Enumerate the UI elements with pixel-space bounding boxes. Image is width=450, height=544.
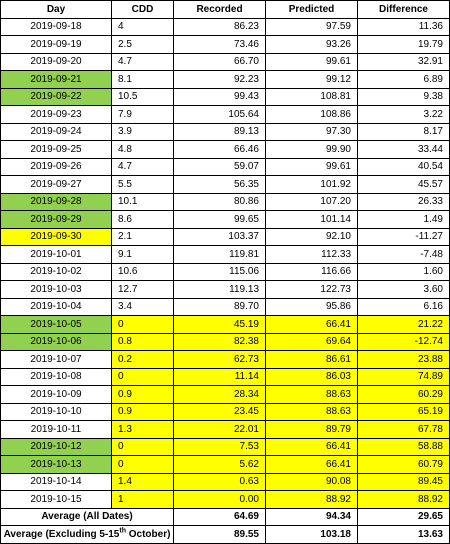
table-row xyxy=(1,403,450,421)
average-excluding-label-sup: th xyxy=(119,527,126,535)
average-row-excluding xyxy=(1,526,450,544)
cell-cdd: 1.4 xyxy=(112,473,174,491)
table-row xyxy=(1,281,450,299)
cell-cdd: 7.9 xyxy=(112,106,174,124)
table-row xyxy=(1,263,450,281)
cell-predicted: 116.66 xyxy=(266,263,358,281)
cell-predicted: 99.61 xyxy=(266,53,358,71)
cell-cdd: 0 xyxy=(112,456,174,474)
table-header xyxy=(1,1,450,19)
cell-predicted: 88.92 xyxy=(266,491,358,509)
cell-day: 2019-09-26 xyxy=(1,158,112,176)
table-row xyxy=(1,246,450,264)
cell-predicted: 89.79 xyxy=(266,421,358,439)
cell-day: 2019-09-20 xyxy=(1,53,112,71)
cell-cdd: 3.9 xyxy=(112,123,174,141)
cell-recorded: 103.37 xyxy=(174,228,266,246)
cell-day: 2019-10-05 xyxy=(1,316,112,334)
cell-day: 2019-10-14 xyxy=(1,473,112,491)
average-row-all xyxy=(1,508,450,526)
cell-cdd: 2.1 xyxy=(112,228,174,246)
cell-predicted: 101.14 xyxy=(266,211,358,229)
cell-day: 2019-09-25 xyxy=(1,141,112,159)
cell-cdd: 0.9 xyxy=(112,403,174,421)
table-row xyxy=(1,333,450,351)
cell-cdd: 10.1 xyxy=(112,193,174,211)
table-row xyxy=(1,71,450,89)
table-row xyxy=(1,106,450,124)
cell-day: 2019-09-23 xyxy=(1,106,112,124)
cell-recorded: 99.43 xyxy=(174,88,266,106)
cell-difference: 58.88 xyxy=(358,438,450,456)
cell-difference: 65.19 xyxy=(358,403,450,421)
cell-cdd: 10.5 xyxy=(112,88,174,106)
average-all-predicted: 94.34 xyxy=(266,508,358,526)
cell-recorded: 99.65 xyxy=(174,211,266,229)
table-row xyxy=(1,438,450,456)
cell-cdd: 12.7 xyxy=(112,281,174,299)
cell-recorded: 82.38 xyxy=(174,333,266,351)
table-body xyxy=(1,18,450,508)
cell-cdd: 0 xyxy=(112,438,174,456)
cell-recorded: 56.35 xyxy=(174,176,266,194)
cell-predicted: 108.86 xyxy=(266,106,358,124)
table-row xyxy=(1,141,450,159)
cell-day: 2019-10-10 xyxy=(1,403,112,421)
cell-day: 2019-09-22 xyxy=(1,88,112,106)
cell-difference: 9.38 xyxy=(358,88,450,106)
cell-recorded: 11.14 xyxy=(174,368,266,386)
cell-difference: 40.54 xyxy=(358,158,450,176)
cell-predicted: 99.61 xyxy=(266,158,358,176)
average-excluding-label-suffix: October) xyxy=(125,528,171,540)
cell-difference: 21.22 xyxy=(358,316,450,334)
cell-predicted: 88.63 xyxy=(266,403,358,421)
cell-cdd: 3.4 xyxy=(112,298,174,316)
cell-cdd: 0.8 xyxy=(112,333,174,351)
average-all-recorded: 64.69 xyxy=(174,508,266,526)
cell-recorded: 73.46 xyxy=(174,36,266,54)
cell-predicted: 90.08 xyxy=(266,473,358,491)
cell-difference: 26.33 xyxy=(358,193,450,211)
cell-difference: 11.36 xyxy=(358,18,450,36)
cell-recorded: 119.81 xyxy=(174,246,266,264)
table-row xyxy=(1,473,450,491)
cell-day: 2019-10-03 xyxy=(1,281,112,299)
cell-predicted: 99.12 xyxy=(266,71,358,89)
header-cdd: CDD xyxy=(112,1,174,19)
cell-difference: 32.91 xyxy=(358,53,450,71)
cell-difference: 1.60 xyxy=(358,263,450,281)
table-row xyxy=(1,158,450,176)
cell-difference: 1.49 xyxy=(358,211,450,229)
cell-cdd: 10.6 xyxy=(112,263,174,281)
cell-cdd: 1 xyxy=(112,491,174,509)
cell-difference: 60.79 xyxy=(358,456,450,474)
cell-difference: 23.88 xyxy=(358,351,450,369)
cell-recorded: 92.23 xyxy=(174,71,266,89)
cell-cdd: 1.3 xyxy=(112,421,174,439)
cell-recorded: 62.73 xyxy=(174,351,266,369)
cell-difference: 6.16 xyxy=(358,298,450,316)
cell-day: 2019-09-19 xyxy=(1,36,112,54)
table-row xyxy=(1,88,450,106)
table-row xyxy=(1,351,450,369)
cell-day: 2019-09-21 xyxy=(1,71,112,89)
header-recorded: Recorded xyxy=(174,1,266,19)
cell-difference: -11.27 xyxy=(358,228,450,246)
cell-difference: 60.29 xyxy=(358,386,450,404)
cell-difference: 33.44 xyxy=(358,141,450,159)
cell-difference: 8.17 xyxy=(358,123,450,141)
average-excluding-predicted: 103.18 xyxy=(266,526,358,544)
cell-cdd: 8.1 xyxy=(112,71,174,89)
cell-cdd: 0.2 xyxy=(112,351,174,369)
table-row xyxy=(1,421,450,439)
cell-day: 2019-10-01 xyxy=(1,246,112,264)
cell-predicted: 86.03 xyxy=(266,368,358,386)
cell-day: 2019-10-07 xyxy=(1,351,112,369)
cell-recorded: 105.64 xyxy=(174,106,266,124)
cell-day: 2019-10-06 xyxy=(1,333,112,351)
cell-difference: 74.89 xyxy=(358,368,450,386)
cell-day: 2019-10-11 xyxy=(1,421,112,439)
cell-day: 2019-09-24 xyxy=(1,123,112,141)
cell-predicted: 66.41 xyxy=(266,456,358,474)
table-row xyxy=(1,456,450,474)
cell-predicted: 93.26 xyxy=(266,36,358,54)
average-excluding-label-prefix: Average (Excluding 5-15 xyxy=(3,528,120,540)
cell-recorded: 89.70 xyxy=(174,298,266,316)
cell-difference: 45.57 xyxy=(358,176,450,194)
cell-difference: 88.92 xyxy=(358,491,450,509)
average-all-label: Average (All Dates) xyxy=(1,508,174,526)
table-row xyxy=(1,368,450,386)
table-row xyxy=(1,386,450,404)
cell-recorded: 23.45 xyxy=(174,403,266,421)
cell-day: 2019-09-28 xyxy=(1,193,112,211)
cell-predicted: 112.33 xyxy=(266,246,358,264)
table-row xyxy=(1,123,450,141)
table-row xyxy=(1,316,450,334)
cell-cdd: 9.1 xyxy=(112,246,174,264)
cell-recorded: 59.07 xyxy=(174,158,266,176)
cell-cdd: 0.9 xyxy=(112,386,174,404)
cell-predicted: 108.81 xyxy=(266,88,358,106)
cell-cdd: 0 xyxy=(112,316,174,334)
cell-day: 2019-09-30 xyxy=(1,228,112,246)
cell-day: 2019-09-18 xyxy=(1,18,112,36)
average-all-difference: 29.65 xyxy=(358,508,450,526)
cell-predicted: 95.86 xyxy=(266,298,358,316)
cell-cdd: 4.7 xyxy=(112,158,174,176)
cell-recorded: 5.62 xyxy=(174,456,266,474)
header-difference: Difference xyxy=(358,1,450,19)
cell-day: 2019-10-15 xyxy=(1,491,112,509)
cell-predicted: 86.61 xyxy=(266,351,358,369)
cell-day: 2019-10-04 xyxy=(1,298,112,316)
cell-day: 2019-10-12 xyxy=(1,438,112,456)
cell-predicted: 99.90 xyxy=(266,141,358,159)
table-row xyxy=(1,176,450,194)
cell-predicted: 97.30 xyxy=(266,123,358,141)
table-row xyxy=(1,298,450,316)
cell-cdd: 5.5 xyxy=(112,176,174,194)
table-row xyxy=(1,491,450,509)
cell-recorded: 119.13 xyxy=(174,281,266,299)
cell-cdd: 4.7 xyxy=(112,53,174,71)
cell-difference: -12.74 xyxy=(358,333,450,351)
cell-recorded: 86.23 xyxy=(174,18,266,36)
cell-difference: -7.48 xyxy=(358,246,450,264)
cell-recorded: 22.01 xyxy=(174,421,266,439)
cell-cdd: 0 xyxy=(112,368,174,386)
cell-predicted: 88.63 xyxy=(266,386,358,404)
header-day: Day xyxy=(1,1,112,19)
cell-recorded: 45.19 xyxy=(174,316,266,334)
table-row xyxy=(1,211,450,229)
cell-cdd: 4 xyxy=(112,18,174,36)
cell-predicted: 97.59 xyxy=(266,18,358,36)
cell-predicted: 122.73 xyxy=(266,281,358,299)
cell-difference: 67.78 xyxy=(358,421,450,439)
cell-predicted: 92.10 xyxy=(266,228,358,246)
cell-recorded: 66.46 xyxy=(174,141,266,159)
table-row xyxy=(1,228,450,246)
cell-day: 2019-09-29 xyxy=(1,211,112,229)
cell-predicted: 66.41 xyxy=(266,316,358,334)
table-row xyxy=(1,18,450,36)
cell-cdd: 4.8 xyxy=(112,141,174,159)
cell-difference: 3.22 xyxy=(358,106,450,124)
cell-day: 2019-10-13 xyxy=(1,456,112,474)
cell-day: 2019-10-09 xyxy=(1,386,112,404)
cell-day: 2019-09-27 xyxy=(1,176,112,194)
cell-cdd: 2.5 xyxy=(112,36,174,54)
average-excluding-label xyxy=(1,526,174,544)
cell-cdd: 8.6 xyxy=(112,211,174,229)
average-excluding-recorded: 89.55 xyxy=(174,526,266,544)
average-excluding-difference: 13.63 xyxy=(358,526,450,544)
cell-recorded: 0.00 xyxy=(174,491,266,509)
cell-difference: 3.60 xyxy=(358,281,450,299)
table-row xyxy=(1,53,450,71)
cell-recorded: 115.06 xyxy=(174,263,266,281)
cell-predicted: 66.41 xyxy=(266,438,358,456)
cell-predicted: 101.92 xyxy=(266,176,358,194)
cell-predicted: 69.64 xyxy=(266,333,358,351)
cell-day: 2019-10-08 xyxy=(1,368,112,386)
cell-difference: 89.45 xyxy=(358,473,450,491)
cell-difference: 19.79 xyxy=(358,36,450,54)
cell-difference: 6.89 xyxy=(358,71,450,89)
cell-predicted: 107.20 xyxy=(266,193,358,211)
header-row xyxy=(1,1,450,19)
header-predicted: Predicted xyxy=(266,1,358,19)
cell-recorded: 89.13 xyxy=(174,123,266,141)
cell-recorded: 80.86 xyxy=(174,193,266,211)
cell-recorded: 7.53 xyxy=(174,438,266,456)
table-averages xyxy=(1,508,450,543)
table-row xyxy=(1,193,450,211)
table-row xyxy=(1,36,450,54)
cell-day: 2019-10-02 xyxy=(1,263,112,281)
cell-recorded: 66.70 xyxy=(174,53,266,71)
cell-recorded: 0.63 xyxy=(174,473,266,491)
cell-recorded: 28.34 xyxy=(174,386,266,404)
